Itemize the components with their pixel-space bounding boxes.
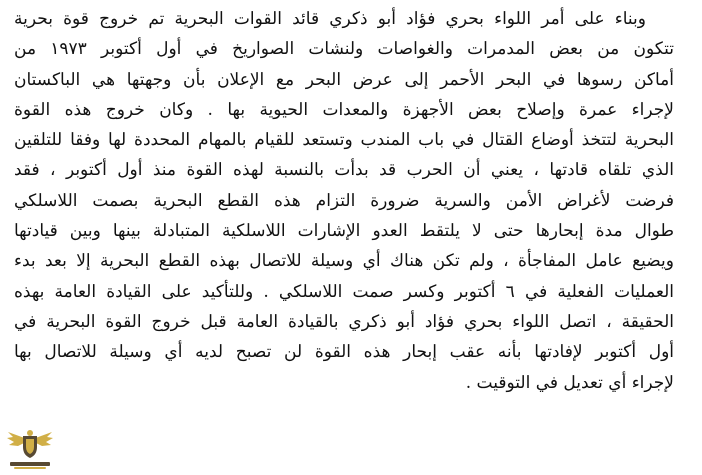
text-line: طوال مدة إبحارها حتى لا يلتقط العدو الإشارات اللاسلكية المتبادلة بينها وبين قيادتها — [14, 221, 674, 242]
watermark-logo — [4, 420, 56, 472]
text-line: فرضت لأغراض الأمن والسرية ضرورة التزام هذه القطع البحرية بصمت اللاسلكي — [14, 190, 674, 211]
text-line: أماكن رسوها في البحر الأحمر إلى عرض البحر مع الإعلان بأن وجهتها هي الباكستان — [14, 69, 674, 90]
eagle-emblem-icon — [4, 420, 56, 472]
text-line: تتكون من بعض المدمرات والغواصات ولنشات الصواريخ في أول أكتوبر ١٩٧٣ من — [14, 39, 674, 60]
text-line: أول أكتوبر لإفادتها بأنه عقب إبحار هذه القوة لن تصبح لديه أي وسيلة للاتصال بها — [14, 342, 674, 363]
text-line: وبناء على أمر اللواء بحري فؤاد أبو ذكري قائد القوات البحرية تم خروج قوة بحرية — [14, 9, 646, 29]
text-line: لإجراء أي تعديل في التوقيت . — [465, 372, 674, 393]
text-line: البحرية لتتخذ أوضاع القتال في باب المندب وتستعد للقيام بالمهام المحددة لها وفقا للتلقين — [14, 130, 674, 151]
text-line: الذي تلقاه قادتها ، يعني أن الحرب قد بدأت بالنسبة لهذه القوة منذ أول أكتوبر ، فقد — [14, 160, 674, 181]
text-line: العمليات الفعلية في ٦ أكتوبر وكسر صمت اللاسلكي . وللتأكيد على القيادة العامة بهذه — [14, 281, 674, 302]
text-line: لإجراء عمرة وإصلاح بعض الأجهزة والمعدات الحيوية بها . وكان خروج هذه القوة — [14, 99, 674, 120]
text-line: الحقيقة ، اتصل اللواء بحري فؤاد أبو ذكري بالقيادة العامة قبل خروج القوة البحرية في — [14, 311, 674, 332]
text-line: ويضيع عامل المفاجأة ، ولم تكن هناك أي وسيلة للاتصال بهذه القطع البحرية إلا بعد بدء — [14, 251, 674, 272]
body-paragraph — [14, 4, 674, 398]
